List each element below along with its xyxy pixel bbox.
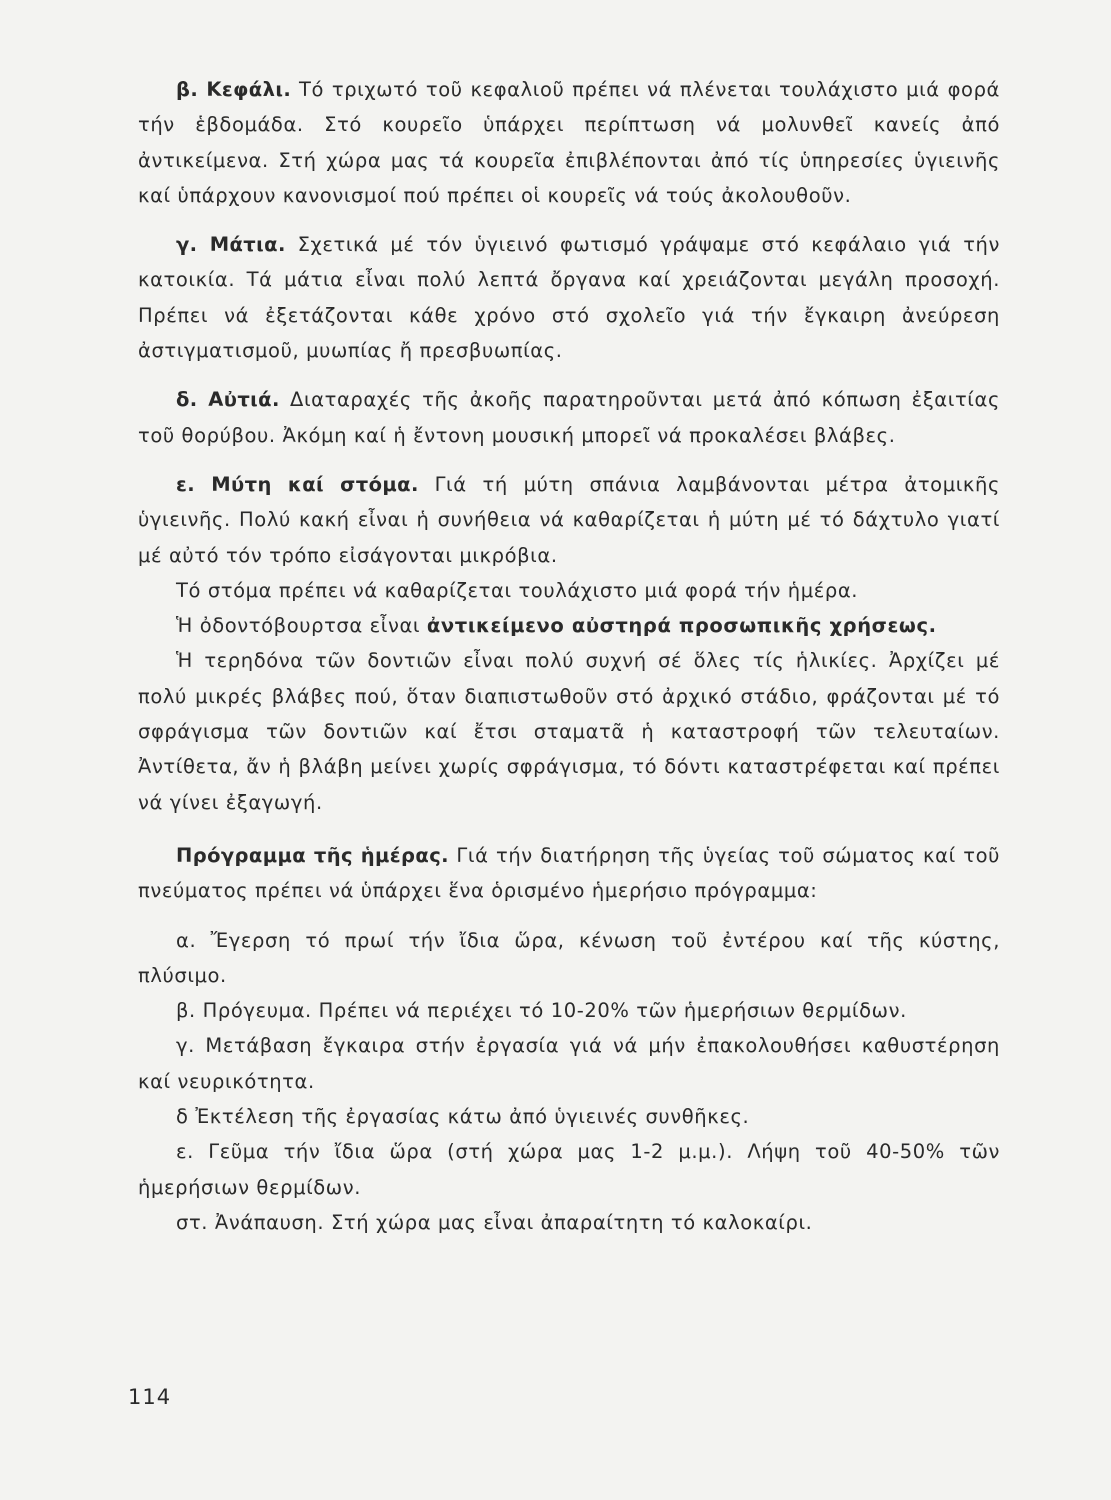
text-odontobourtsa: Ἡ ὀδοντόβουρτσα εἶναι [176,614,427,638]
text-programma: Γιά τήν διατήρηση τῆς ὑγείας τοῦ σώματος καί τοῦ πνεύματος πρέπει νά ὑπάρχει ἕνα ὁρισμένο ἡμερήσιο πρόγραμμα: [138,843,1000,903]
heading-autia: δ. Αὐτιά. [176,388,280,412]
body-text [138,72,1000,1240]
text-autia: Διαταραχές τῆς ἀκοῆς παρατηροῦνται μετά ἀπό κόπωση ἐξαιτίας τοῦ θορύβου. Ἀκόμη καί ἡ ἔντονη μουσική μπορεῖ νά προκαλέσει βλάβες. [138,388,1000,447]
list-item-st: στ. Ἀνάπαυση. Στή χώρα μας εἶναι ἀπαραίτητη τό καλοκαίρι. [176,1210,813,1234]
emphasis-odontobourtsa: ἀντικείμενο αὐστηρά προσωπικῆς χρήσεως. [426,614,937,638]
text-kefali: Τό τριχωτό τοῦ κεφαλιοῦ πρέπει νά πλένεται τουλάχιστο μιά φορά τήν ἑβδομάδα. Στό κουρεῖο ὑπάρχει περίπτωση νά μολυνθεῖ κανείς ἀπό ἀντικείμενα. Στή χώρα μας τά κουρεῖα ἐπιβλέπονται ἀπό τίς ὑπηρεσίες ὑγιεινῆς καί ὑπάρχουν κανονισμοί πού πρέπει οἱ κουρεῖς νά τούς ἀκολουθοῦν. [138,78,1000,207]
heading-kefali: β. Κεφάλι. [176,78,292,101]
paragraph-kefali [138,72,1000,213]
paragraph-matia [138,227,1000,368]
paragraph-autia [138,382,1000,453]
paragraph-programma [138,838,1000,909]
paragraph-odontobourtsa [138,608,1000,643]
paragraph-myti [138,467,1000,573]
list-item-e: ε. Γεῦμα τήν ἴδια ὥρα (στή χώρα μας 1-2 μ.μ.). Λήψη τοῦ 40-50% τῶν ἡμερήσιων θερμίδων. [138,1140,1000,1199]
list-item-g: γ. Μετάβαση ἔγκαιρα στήν ἐργασία γιά νά μήν ἐπακολουθήσει καθυστέρηση καί νευρικότητα. [138,1034,1000,1093]
paragraph-terhdona: Ἡ τερηδόνα τῶν δοντιῶν εἶναι πολύ συχνή σέ ὅλες τίς ἡλικίες. Ἀρχίζει μέ πολύ μικρές βλάβες πού, ὅταν διαπιστωθοῦν στό ἀρχικό στάδιο, φράζονται μέ τό σφράγισμα τῶν δοντιῶν καί ἔτσι σταματᾶ ἡ καταστροφή τῶν τελευταίων. Ἀντίθετα, ἄν ἡ βλάβη μείνει χωρίς σφράγισμα, τό δόντι καταστρέφεται καί πρέπει νά γίνει ἐξαγωγή. [138,649,1000,814]
heading-matia: γ. Μάτια. [176,233,286,257]
text-myti: Γιά τή μύτη σπάνια λαμβάνονται μέτρα ἀτομικῆς ὑγιεινῆς. Πολύ κακή εἶναι ἡ συνήθεια νά καθαρίζεται ἡ μύτη μέ τό δάχτυλο γιατί μέ αὐτό τόν τρόπο εἰσάγονται μικρόβια. [138,472,1000,567]
text-matia: Σχετικά μέ τόν ὑγιεινό φωτισμό γράψαμε στό κεφάλαιο γιά τήν κατοικία. Τά μάτια εἶναι πολύ λεπτά ὄργανα καί χρειάζονται μεγάλη προσοχή. Πρέπει νά ἐξετάζονται κάθε χρόνο στό σχολεῖο γιά τήν ἔγκαιρη ἀνεύρεση ἀστιγματισμοῦ, μυωπίας ἤ πρεσβυωπίας. [138,233,1000,363]
paragraph-stoma: Τό στόμα πρέπει νά καθαρίζεται τουλάχιστο μιά φορά τήν ἡμέρα. [176,578,859,602]
heading-programma: Πρόγραμμα τῆς ἡμέρας. [176,843,449,867]
page-number: 114 [128,1385,172,1409]
list-item-b: β. Πρόγευμα. Πρέπει νά περιέχει τό 10-20% τῶν ἡμερήσιων θερμίδων. [176,999,907,1023]
list-item-a: α. Ἔγερση τό πρωί τήν ἴδια ὥρα, κένωση τοῦ ἐντέρου καί τῆς κύστης, πλύσιμο. [138,928,1000,987]
list-item-d: δ Ἐκτέλεση τῆς ἐργασίας κάτω ἀπό ὑγιεινές συνθῆκες. [176,1105,750,1129]
heading-myti: ε. Μύτη καί στόμα. [176,472,419,496]
